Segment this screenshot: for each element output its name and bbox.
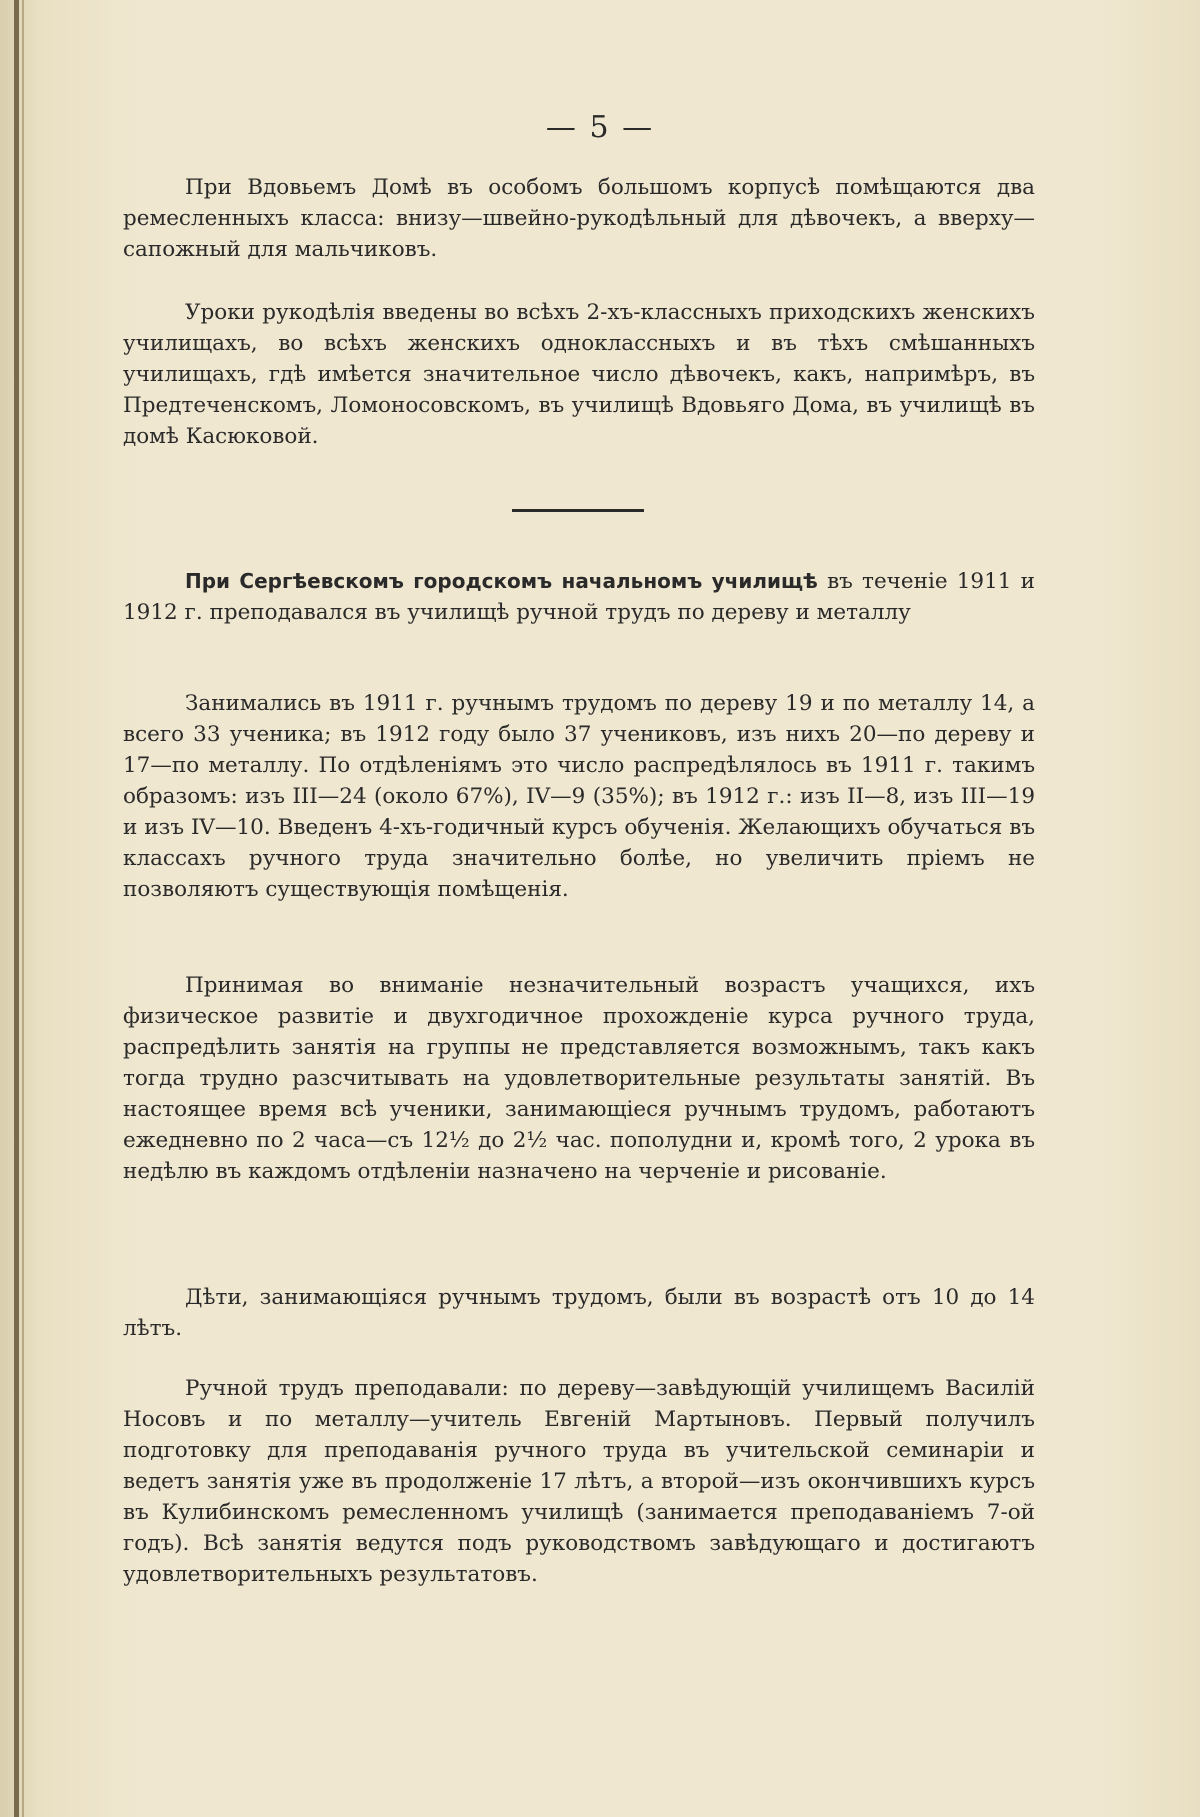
- book-spine-edge: [14, 0, 19, 1817]
- paragraph-sergievsky-school: [123, 566, 1035, 628]
- paragraph-text: [123, 566, 1035, 628]
- page-number: — 5 —: [545, 110, 655, 145]
- paragraph-text: Занимались въ 1911 г. ручнымъ трудомъ по дереву 19 и по металлу 14, а всего 33 ученика; въ 1912 году было 37 учениковъ, изъ нихъ 20—по дереву и 17—по металлу. По отдѣленіямъ это число распредѣлялось въ 1911 г. такимъ образомъ: изъ III—24 (около 67%), IV—9 (35%); въ 1912 г.: изъ II—8, изъ III—19 и изъ IV—10. Введенъ 4-хъ-годичный курсъ обученія. Желающихъ обучаться въ классахъ ручного труда значительно болѣе, но увеличить пріемъ не позволяютъ существующія помѣщенія.: [123, 691, 1035, 902]
- paragraph-teachers: [123, 1373, 1035, 1590]
- paragraph-widow-house: [123, 172, 1035, 265]
- section-divider: [512, 509, 644, 512]
- paragraph-rest: въ теченіе 1911 и 1912 г. преподавался въ училищѣ ручной трудъ по дереву и металлу: [123, 569, 1035, 625]
- book-spine-shadow: [22, 0, 24, 1817]
- paragraph-text: При Вдовьемъ Домѣ въ особомъ большомъ корпусѣ помѣщаются два ремесленныхъ класса: внизу—швейно-рукодѣльный для дѣвочекъ, а вверху—сапожный для мальчиковъ.: [123, 175, 1035, 262]
- paragraph-text: Уроки рукодѣлія введены во всѣхъ 2-хъ-классныхъ приходскихъ женскихъ училищахъ, во всѣхъ женскихъ одноклассныхъ и въ тѣхъ смѣшанныхъ училищахъ, гдѣ имѣется значительное число дѣвочекъ, какъ, напримѣръ, въ Предтеченскомъ, Ломоносовскомъ, въ училищѣ Вдовьяго Дома, въ училищѣ въ домѣ Касюковой.: [123, 300, 1035, 449]
- paragraph-text: Ручной трудъ преподавали: по дереву—завѣдующій училищемъ Василій Носовъ и по металлу—учитель Евгеній Мартыновъ. Первый получилъ подготовку для преподаванія ручного труда въ учительской семинаріи и ведетъ занятія уже въ продолженіе 17 лѣтъ, а второй—изъ окончившихъ курсъ въ Кулибинскомъ ремесленномъ училищѣ (занимается преподаваніемъ 7-ой годъ). Всѣ занятія ведутся подъ руководствомъ завѣдующаго и достигаютъ удовлетворительныхъ результатовъ.: [123, 1376, 1035, 1587]
- paragraph-schedule: [123, 970, 1035, 1187]
- paragraph-enrollment: [123, 688, 1035, 905]
- paragraph-lead-bold: При Сергѣевскомъ городскомъ начальномъ училищѣ: [185, 569, 818, 593]
- paragraph-text: Дѣти, занимающіяся ручнымъ трудомъ, были въ возрастѣ отъ 10 до 14 лѣтъ.: [123, 1285, 1035, 1341]
- paragraph-ages: [123, 1282, 1035, 1344]
- paragraph-needlework-lessons: [123, 297, 1035, 452]
- paragraph-text: Принимая во вниманіе незначительный возрастъ учащихся, ихъ физическое развитіе и двухгодичное прохожденіе курса ручного труда, распредѣлить занятія на группы не представляется возможнымъ, такъ какъ тогда трудно разсчитывать на удовлетворительные результаты занятій. Въ настоящее время всѣ ученики, занимающіеся ручнымъ трудомъ, работаютъ ежедневно по 2 часа—съ 12½ до 2½ час. пополудни и, кромѣ того, 2 урока въ недѣлю въ каждомъ отдѣленіи назначено на черченіе и рисованіе.: [123, 973, 1035, 1184]
